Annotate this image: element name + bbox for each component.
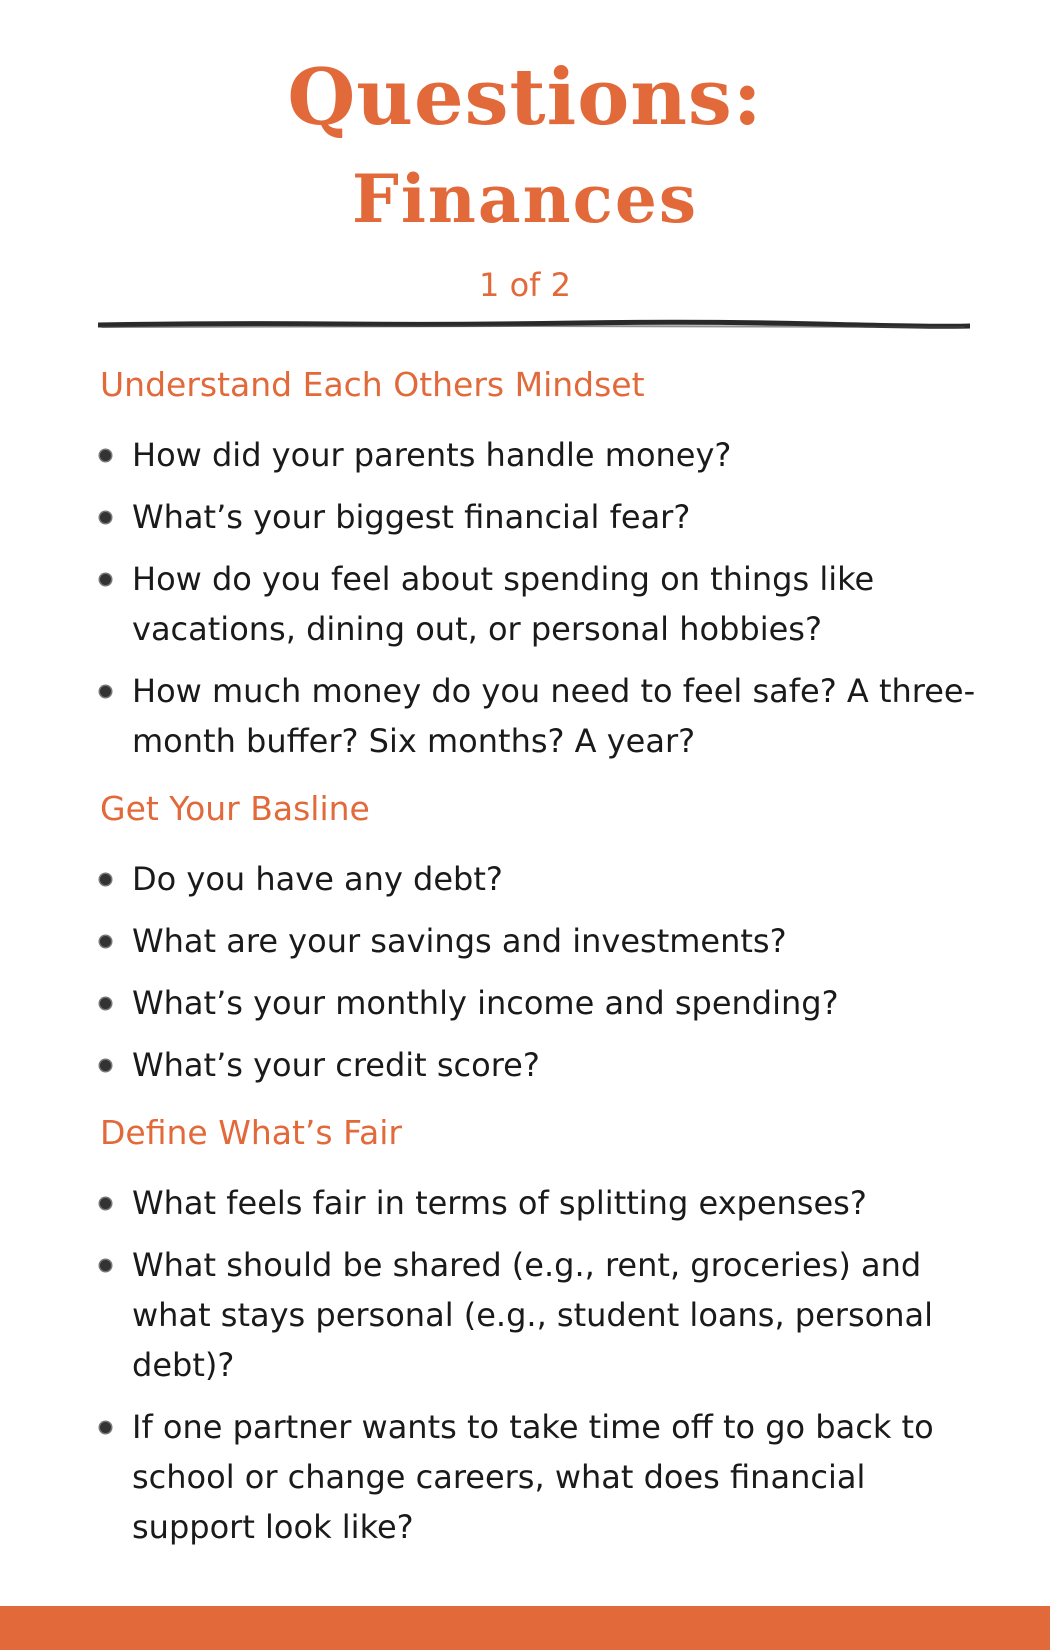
footer-bar — [0, 1606, 1050, 1650]
section-heading: Get Your Basline — [100, 789, 370, 828]
bullet-icon — [100, 1060, 111, 1071]
question-text: What feels fair in terms of splitting expenses? — [132, 1184, 867, 1222]
bullet-icon — [100, 686, 111, 697]
section-mindset — [100, 362, 990, 766]
bullet-icon — [100, 936, 111, 947]
questions-content — [100, 362, 990, 1564]
bullet-icon — [100, 874, 111, 885]
question-item — [100, 916, 990, 966]
section-fairness — [100, 1110, 990, 1552]
question-list — [100, 854, 990, 1090]
question-text: What are your savings and investments? — [132, 922, 787, 960]
bullet-icon — [100, 1260, 111, 1271]
question-text: What’s your credit score? — [132, 1046, 540, 1084]
question-list — [100, 430, 990, 766]
question-text: If one partner wants to take time off to go back to school or change careers, what does financial support look like? — [132, 1408, 934, 1546]
bullet-icon — [100, 512, 111, 523]
question-text: How did your parents handle money? — [132, 436, 732, 474]
question-item — [100, 854, 990, 904]
question-item — [100, 554, 990, 654]
bullet-icon — [100, 574, 111, 585]
question-item — [100, 492, 990, 542]
question-item — [100, 1240, 990, 1390]
bullet-icon — [100, 1422, 111, 1433]
question-text: What’s your biggest financial fear? — [132, 498, 691, 536]
page-title: Questions: — [287, 52, 763, 143]
question-text: What’s your monthly income and spending? — [132, 984, 839, 1022]
section-baseline — [100, 786, 990, 1090]
question-item — [100, 1402, 990, 1552]
question-text: What should be shared (e.g., rent, groceries) and what stays personal (e.g., student loans, personal debt)? — [132, 1246, 933, 1384]
section-heading: Understand Each Others Mindset — [100, 365, 645, 404]
question-list — [100, 1178, 990, 1552]
question-item — [100, 430, 990, 480]
bullet-icon — [100, 1198, 111, 1209]
question-text: How do you feel about spending on things like vacations, dining out, or personal hobbies? — [132, 560, 875, 648]
bullet-icon — [100, 450, 111, 461]
question-item — [100, 1178, 990, 1228]
bullet-icon — [100, 998, 111, 1009]
question-text: Do you have any debt? — [132, 860, 503, 898]
question-item — [100, 666, 990, 766]
section-heading: Define What’s Fair — [100, 1113, 402, 1152]
header-divider — [98, 318, 970, 332]
question-item — [100, 1040, 990, 1090]
question-item — [100, 978, 990, 1028]
page-indicator: 1 of 2 — [479, 266, 571, 304]
page-subtitle: Finances — [352, 160, 698, 238]
question-text: How much money do you need to feel safe? A three-month buffer? Six months? A year? — [132, 672, 976, 760]
